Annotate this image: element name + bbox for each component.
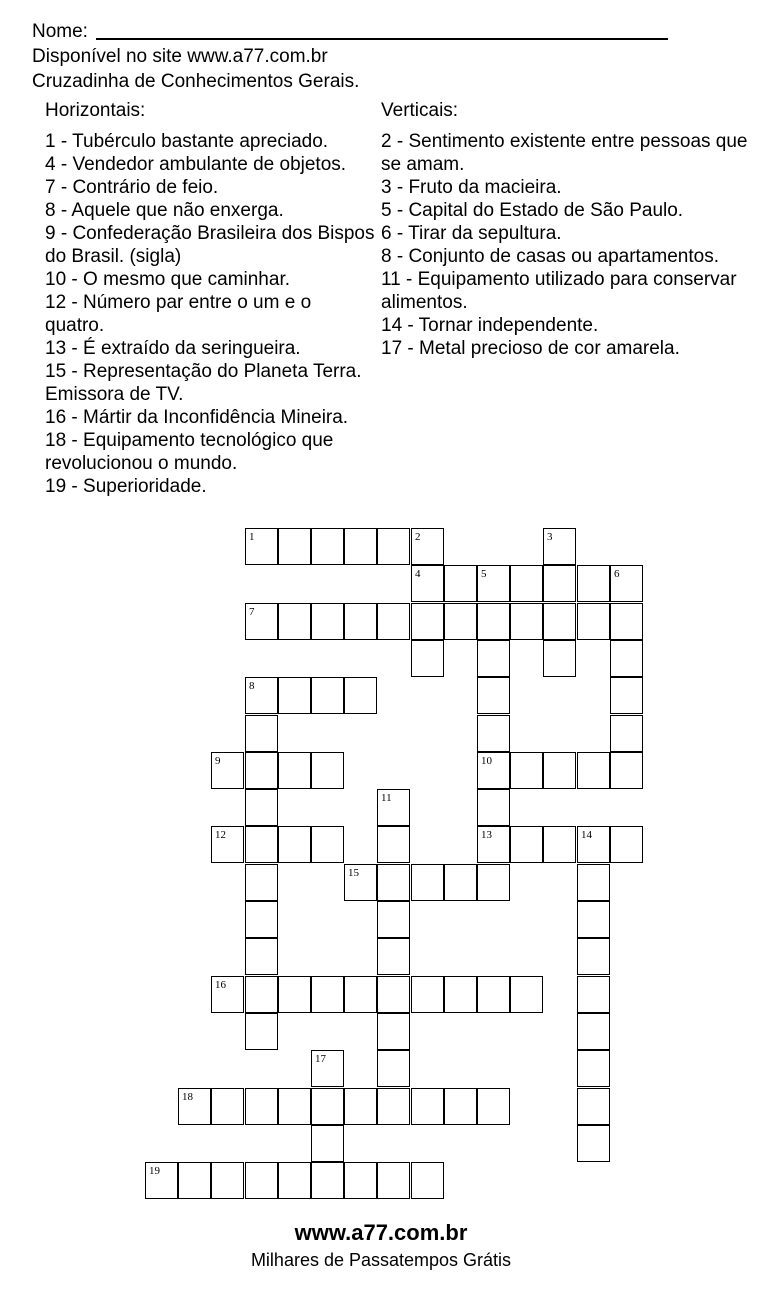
crossword-cell[interactable]: [245, 901, 278, 938]
crossword-cell[interactable]: [311, 1125, 344, 1162]
footer-tagline: Milhares de Passatempos Grátis: [250, 1250, 512, 1270]
crossword-cell[interactable]: [610, 677, 643, 714]
clue-h-8: 8 - Aquele que não enxerga.: [45, 200, 284, 221]
crossword-cell[interactable]: [577, 826, 610, 863]
crossword-cell[interactable]: [610, 752, 643, 789]
crossword-cell[interactable]: [543, 528, 576, 565]
clue-h-10: 10 - O mesmo que caminhar.: [45, 269, 290, 290]
crossword-cell[interactable]: [411, 640, 444, 677]
clue-number: 18: [182, 1091, 193, 1103]
clue-number: 14: [581, 829, 592, 841]
clue-number: 8: [249, 680, 255, 692]
crossword-cell[interactable]: [444, 976, 477, 1013]
crossword-cell[interactable]: [411, 976, 444, 1013]
clue-v-5: 5 - Capital do Estado de São Paulo.: [381, 200, 684, 221]
crossword-cell[interactable]: [477, 1088, 510, 1125]
clue-number: 7: [249, 606, 255, 618]
crossword-cell[interactable]: [477, 715, 510, 752]
crossword-cell[interactable]: [477, 565, 510, 602]
crossword-cell[interactable]: [245, 826, 278, 863]
clue-number: 15: [348, 867, 359, 879]
crossword-cell[interactable]: [377, 603, 410, 640]
clue-h-19: 19 - Superioridade.: [45, 476, 207, 497]
crossword-cell[interactable]: [543, 603, 576, 640]
crossword-cell[interactable]: [610, 565, 643, 602]
crossword-cell[interactable]: [477, 976, 510, 1013]
crossword-cell[interactable]: [444, 603, 477, 640]
clue-number: 16: [215, 979, 226, 991]
horizontal-clues-title: Horizontais:: [45, 100, 146, 121]
crossword-cell[interactable]: [278, 677, 311, 714]
crossword-cell[interactable]: [543, 826, 576, 863]
crossword-cell[interactable]: [444, 864, 477, 901]
vertical-clues-title: Verticais:: [381, 100, 459, 121]
crossword-cell[interactable]: [577, 1125, 610, 1162]
crossword-cell[interactable]: [510, 565, 543, 602]
crossword-cell[interactable]: [211, 976, 244, 1013]
crossword-cell[interactable]: [211, 1162, 244, 1199]
crossword-cell[interactable]: [577, 1013, 610, 1050]
clue-v-8: 8 - Conjunto de casas ou apartamentos.: [381, 246, 719, 267]
crossword-cell[interactable]: [510, 603, 543, 640]
clue-number: 19: [149, 1165, 160, 1177]
clue-v-17: 17 - Metal precioso de cor amarela.: [381, 338, 680, 359]
crossword-cell[interactable]: [145, 1162, 178, 1199]
name-label: Nome:: [32, 21, 88, 42]
clue-v-2: 2 - Sentimento existente entre pessoas que se amam.: [381, 131, 748, 175]
crossword-cell[interactable]: [411, 528, 444, 565]
crossword-cell[interactable]: [245, 864, 278, 901]
clue-h-9: 9 - Confederação Brasileira dos Bispos do Brasil. (sigla): [45, 223, 375, 267]
crossword-cell[interactable]: [377, 528, 410, 565]
crossword-cell[interactable]: [311, 826, 344, 863]
clue-h-16: 16 - Mártir da Inconfidência Mineira.: [45, 407, 349, 428]
crossword-cell[interactable]: [278, 826, 311, 863]
crossword-cell[interactable]: [543, 752, 576, 789]
clue-h-4: 4 - Vendedor ambulante de objetos.: [45, 154, 347, 175]
crossword-cell[interactable]: [477, 603, 510, 640]
crossword-cell[interactable]: [344, 603, 377, 640]
crossword-cell[interactable]: [178, 1162, 211, 1199]
crossword-cell[interactable]: [477, 752, 510, 789]
crossword-cell[interactable]: [344, 1088, 377, 1125]
crossword-cell[interactable]: [543, 565, 576, 602]
crossword-cell[interactable]: [377, 1050, 410, 1087]
crossword-cell[interactable]: [377, 938, 410, 975]
clue-h-18: 18 - Equipamento tecnológico que revolucionou o mundo.: [45, 430, 334, 474]
crossword-cell[interactable]: [311, 1050, 344, 1087]
crossword-cell[interactable]: [344, 1162, 377, 1199]
crossword-cell[interactable]: [211, 826, 244, 863]
crossword-cell[interactable]: [477, 864, 510, 901]
crossword-cell[interactable]: [411, 1088, 444, 1125]
crossword-cell[interactable]: [211, 1088, 244, 1125]
crossword-cell[interactable]: [245, 752, 278, 789]
crossword-cell[interactable]: [610, 826, 643, 863]
crossword-cell[interactable]: [344, 677, 377, 714]
crossword-cell[interactable]: [245, 976, 278, 1013]
crossword-cell[interactable]: [377, 1013, 410, 1050]
crossword-cell[interactable]: [377, 864, 410, 901]
clue-number: 10: [481, 755, 492, 767]
crossword-cell[interactable]: [311, 1162, 344, 1199]
crossword-cell[interactable]: [245, 1088, 278, 1125]
crossword-cell[interactable]: [610, 715, 643, 752]
crossword-cell[interactable]: [577, 938, 610, 975]
crossword-cell[interactable]: [344, 864, 377, 901]
crossword-cell[interactable]: [311, 528, 344, 565]
crossword-cell[interactable]: [510, 976, 543, 1013]
clue-number: 6: [614, 568, 620, 580]
crossword-cell[interactable]: [444, 1088, 477, 1125]
crossword-cell[interactable]: [278, 752, 311, 789]
crossword-cell[interactable]: [510, 752, 543, 789]
crossword-cell[interactable]: [278, 976, 311, 1013]
clue-number: 17: [315, 1053, 326, 1065]
crossword-cell[interactable]: [577, 1088, 610, 1125]
crossword-cell[interactable]: [411, 603, 444, 640]
crossword-cell[interactable]: [477, 826, 510, 863]
crossword-cell[interactable]: [245, 677, 278, 714]
clue-h-12: 12 - Número par entre o um e o quatro.: [45, 292, 312, 336]
crossword-cell[interactable]: [411, 864, 444, 901]
crossword-cell[interactable]: [477, 789, 510, 826]
clue-v-3: 3 - Fruto da macieira.: [381, 177, 562, 198]
footer-site: www.a77.com.br: [294, 1220, 468, 1245]
clue-h-1: 1 - Tubérculo bastante apreciado.: [45, 131, 329, 152]
crossword-cell[interactable]: [311, 677, 344, 714]
clue-v-6: 6 - Tirar da sepultura.: [381, 223, 562, 244]
crossword-cell[interactable]: [610, 640, 643, 677]
clue-h-15: 15 - Representação do Planeta Terra. Emissora de TV.: [45, 361, 362, 405]
crossword-cell[interactable]: [377, 901, 410, 938]
clue-number: 4: [415, 568, 421, 580]
crossword-cell[interactable]: [377, 976, 410, 1013]
crossword-cell[interactable]: [245, 1013, 278, 1050]
crossword-cell[interactable]: [278, 528, 311, 565]
clue-number: 3: [547, 531, 553, 543]
puzzle-title: Cruzadinha de Conhecimentos Gerais.: [32, 71, 360, 92]
crossword-cell[interactable]: [610, 603, 643, 640]
clue-number: 11: [381, 792, 392, 804]
clue-h-13: 13 - É extraído da seringueira.: [45, 338, 301, 359]
crossword-cell[interactable]: [245, 938, 278, 975]
clue-number: 2: [415, 531, 421, 543]
crossword-cell[interactable]: [577, 1050, 610, 1087]
crossword-cell[interactable]: [477, 640, 510, 677]
clue-number: 1: [249, 531, 255, 543]
clue-number: 5: [481, 568, 487, 580]
clue-number: 12: [215, 829, 226, 841]
crossword-cell[interactable]: [311, 603, 344, 640]
crossword-cell[interactable]: [278, 1162, 311, 1199]
site-line: Disponível no site www.a77.com.br: [32, 46, 328, 67]
crossword-cell[interactable]: [377, 826, 410, 863]
crossword-cell[interactable]: [577, 752, 610, 789]
crossword-cell[interactable]: [411, 1162, 444, 1199]
crossword-cell[interactable]: [278, 1088, 311, 1125]
crossword-cell[interactable]: [178, 1088, 211, 1125]
crossword-cell[interactable]: [577, 901, 610, 938]
crossword-cell[interactable]: [344, 976, 377, 1013]
crossword-cell[interactable]: [577, 603, 610, 640]
crossword-cell[interactable]: [245, 603, 278, 640]
crossword-cell[interactable]: [577, 976, 610, 1013]
crossword-cell[interactable]: [311, 976, 344, 1013]
crossword-cell[interactable]: [344, 528, 377, 565]
crossword-cell[interactable]: [377, 1088, 410, 1125]
crossword-cell[interactable]: [211, 752, 244, 789]
crossword-cell[interactable]: [377, 789, 410, 826]
crossword-cell[interactable]: [311, 752, 344, 789]
crossword-cell[interactable]: [577, 565, 610, 602]
crossword-cell[interactable]: [278, 603, 311, 640]
clue-v-11: 11 - Equipamento utilizado para conservar alimentos.: [381, 269, 737, 313]
crossword-cell[interactable]: [245, 789, 278, 826]
clue-number: 9: [215, 755, 221, 767]
crossword-cell[interactable]: [444, 565, 477, 602]
crossword-cell[interactable]: [245, 1162, 278, 1199]
crossword-cell[interactable]: [543, 640, 576, 677]
crossword-cell[interactable]: [577, 864, 610, 901]
crossword-cell[interactable]: [245, 715, 278, 752]
clue-h-7: 7 - Contrário de feio.: [45, 177, 219, 198]
crossword-cell[interactable]: [477, 677, 510, 714]
crossword-cell[interactable]: [510, 826, 543, 863]
clue-number: 13: [481, 829, 492, 841]
clue-v-14: 14 - Tornar independente.: [381, 315, 599, 336]
crossword-cell[interactable]: [411, 565, 444, 602]
crossword-cell[interactable]: [245, 528, 278, 565]
crossword-cell[interactable]: [377, 1162, 410, 1199]
crossword-cell[interactable]: [311, 1088, 344, 1125]
